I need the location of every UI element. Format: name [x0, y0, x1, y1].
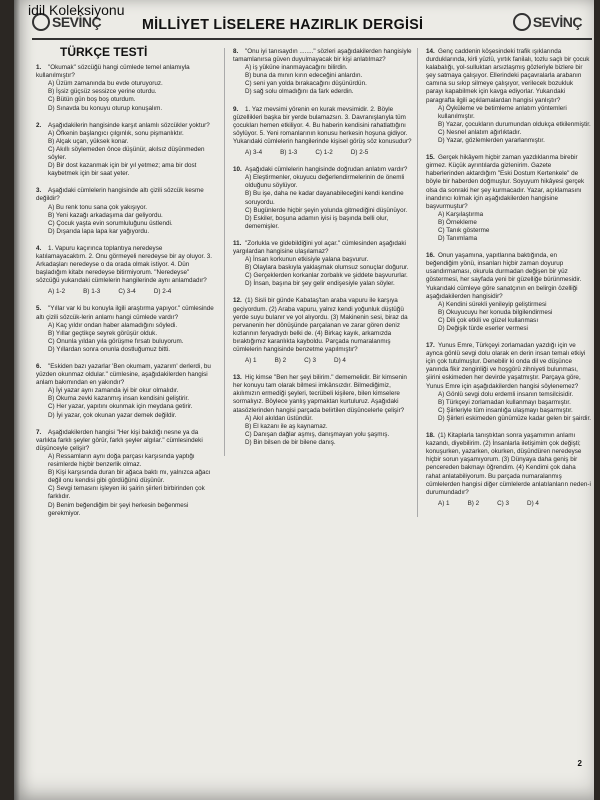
- answer-option: C) 3: [304, 357, 317, 365]
- answer-option: A) Kaç yıldır ondan haber alamadığını söyledi.: [48, 321, 178, 329]
- question-item: [36, 245, 214, 297]
- answer-option: D) 4: [334, 357, 346, 365]
- answer-option: C) seni yan yolda bırakacağını düşünürdün.: [245, 80, 367, 88]
- answer-option: A) 1-2: [48, 288, 66, 296]
- answer-option: A) Kendini sürekli yenileyip geliştirmesi: [438, 300, 547, 308]
- answer-option: C) Nesnel anlatım ağırlıktadır.: [438, 128, 522, 136]
- question-text: "Okumak" sözcüğü hangi cümlede temel anlamıyla kullanılmıştır?: [36, 64, 190, 80]
- question-number: 6.: [36, 363, 42, 370]
- answer-option: C) Bugünlerde hiçbir şeyin yolunda gitmediğini düşünüyor.: [245, 206, 408, 214]
- question-item: [36, 64, 214, 113]
- question-text: "Zorlukla ve gidebildiğini yol açar." cümlesinden aşağıdaki yargılardan hangisine ulaşılamaz?: [233, 239, 406, 255]
- question-text: Onun yaşamına, yapıtlarına baktığında, en beğendiğim yönü, insanları hiçbir zaman doyurup usandırmaması, okurula durmadan değişen bir yüz göstermesi, her sayfada yeni bir güzelliğe bürünmesidir. Yukarıdaki cümleye göre sanatçının en belirgin özelliği aşağıdakilerden hangisidir?: [426, 252, 582, 300]
- question-item: [36, 429, 214, 518]
- question-stem: [426, 252, 591, 301]
- answer-option: B) Okuma zevki kazanmış insan kendisini geliştirir.: [48, 395, 190, 403]
- question-text: "Eskiden bazı yazarlar 'Ben okumam, yazarım' derlerdi, bu yüzden okunmaz oldular." cümlesine, aşağıdakilerden hangisi anlam bakımından en yakındır?: [36, 363, 211, 387]
- answer-option: A) Öfkenin başlangıcı çılgınlık, sonu pişmanlıktır.: [48, 129, 184, 137]
- question-text: Gerçek hikâyem hiçbir zaman yazdıklarıma birebir girmez. Küçük ayrıntılarda gizlenirim. Gazete haberlerinden aktardığım "Eski Dostum Kertenkele" de böyle bir haberden doğmuştur. Soyuyum hikâyesi gerçek olsa da sonraki her şey kurmacadır. Yazar, açıklamasını inandırıcı kılmak için aşağıdakilerden hangisine başvurmuştur?: [426, 154, 585, 210]
- answer-option: C) Tanık gösterme: [438, 226, 490, 234]
- question-number: 17.: [426, 342, 435, 350]
- answer-option: A) İyi yazar aynı zamanda iyi bir okur olmalıdır.: [48, 387, 179, 395]
- question-stem: [36, 363, 214, 387]
- question-item: [233, 374, 413, 447]
- answer-option: D) Benim beğendiğim bir şeyi herkesin beğenmesi gerekmiyor.: [48, 501, 189, 517]
- question-number: 18.: [426, 432, 435, 440]
- answer-option: D) Eskiler, boşuna adamın iyisi iş başında belli olur, dememişler.: [245, 214, 389, 230]
- question-stem: [36, 64, 214, 80]
- question-stem: [233, 106, 413, 146]
- question-item: [426, 154, 591, 243]
- question-number: 16.: [426, 252, 435, 260]
- answer-option: B) 1-3: [83, 288, 101, 296]
- answer-option: A) Akıl akıldan üstündür.: [245, 414, 313, 422]
- brand-logo-right: [513, 14, 582, 32]
- question-stem: [426, 432, 591, 497]
- question-item: [36, 122, 214, 179]
- question-number: 13.: [233, 374, 242, 382]
- column-1: [36, 45, 214, 527]
- answer-option: D) Sınavda bu konuyu oturup konuşalım.: [48, 104, 163, 112]
- question-stem: [36, 122, 214, 130]
- question-number: 10.: [233, 166, 242, 174]
- question-text: 1. Vapuru kaçırınca toplantıya neredeyse katılamayacaktım. 2. Onu görmeyeli neredeyse bir ay oluyor. 3. Arkadaşları neredeyse o da orada olmak istiyor. 4. Dün başladığım kitabı neredeyse bitirmiyorum. "Neredeyse" sözcüğü yukarıdaki cümlelerin hangilerinde aynı anlamdadır?: [36, 244, 213, 285]
- question-stem: [36, 305, 214, 321]
- question-stem: [233, 48, 413, 64]
- question-stem: [426, 48, 591, 105]
- answer-option: B) Okuyucuyu her konuda bilgilendirmesi: [438, 308, 553, 316]
- question-number: 1.: [36, 64, 42, 72]
- question-stem: [426, 154, 591, 211]
- answer-option: D) Şiirleri eskimeden günümüze kadar gelen bir şairdir.: [438, 414, 591, 422]
- magazine-title: MİLLİYET LİSELERE HAZIRLIK DERGİSİ: [142, 16, 424, 33]
- question-text: 1. Yaz mevsimi yörenin en kurak mevsimidir. 2. Böyle güzellikleri başka bir yerde bulamazsın. 3. Davranışlarıyla tüm çocukları hemen etkiliyor. 4. Bu haberin kendisini rahatlattığını söylüyor. 5. Yeni romanlarının konusu herkesin hoşuna gidiyor. Yukarıdaki cümlelerin hangilerinde kişisel görüş söz konusudur?: [233, 105, 412, 145]
- question-text: Aşağıdaki cümlelerin hangisinde altı çizili sözcük kesme değildir?: [36, 187, 204, 203]
- question-number: 7.: [36, 428, 42, 436]
- answer-options-row: [245, 357, 413, 365]
- answer-option: C) 3-4: [118, 288, 136, 296]
- answer-option: A) Bu renk tonu sana çok yakışıyor.: [48, 203, 148, 211]
- answer-option: B) Örnekleme: [438, 218, 477, 226]
- page-fold-shadow: [14, 0, 20, 800]
- question-number: 11.: [233, 239, 242, 247]
- question-item: [233, 48, 413, 97]
- question-number: 5.: [36, 305, 42, 313]
- question-number: 2.: [36, 121, 42, 129]
- question-item: [426, 48, 591, 145]
- answer-option: A) Karşılaştırma: [438, 210, 484, 218]
- question-stem: [36, 429, 214, 453]
- answer-option: D) 2-4: [153, 288, 172, 296]
- question-item: [233, 106, 413, 158]
- question-stem: [233, 297, 413, 354]
- question-item: [426, 342, 591, 423]
- answer-option: C) 3: [497, 499, 510, 507]
- question-item: [233, 166, 413, 231]
- answer-option: A) Gönlü sevgi dolu erdemli insanın temsilcisidir.: [438, 390, 574, 398]
- answer-option: B) 2: [467, 499, 480, 507]
- answer-option: A) 1: [245, 357, 257, 365]
- question-number: 12.: [233, 297, 242, 305]
- column-3: [417, 48, 591, 517]
- question-item: [36, 305, 214, 354]
- brand-name: SEVİNÇ: [532, 14, 582, 30]
- question-item: [233, 297, 413, 365]
- answer-option: B) Olaylara baskıyla yaklaşmak olumsuz sonuçlar doğurur.: [245, 264, 409, 272]
- question-item: [426, 252, 591, 333]
- answer-option: C) Dili çok etkili ve güzel kullanması: [438, 316, 539, 324]
- answer-option: A) Eleştirmenler, okuyucu değerlendirmelerinin de önemli olduğunu söylüyor.: [245, 174, 405, 190]
- answer-option: D) İnsan, başına bir şey gelir endişesiyle yalan söyler.: [245, 280, 395, 288]
- answer-options-row: [245, 149, 413, 157]
- question-item: [36, 363, 214, 420]
- answer-option: C) Onunla yıldan yıla görüşme fırsatı buluyorum.: [48, 337, 184, 345]
- brand-mark-icon: [513, 13, 531, 31]
- answer-option: C) Danışan dağlar aşmış, danışmayan yolu şaşmış.: [245, 430, 390, 438]
- answer-option: D) sağ solu olmadığını da fark ederdin.: [245, 88, 354, 96]
- question-stem: [233, 166, 413, 174]
- answer-option: C) Her yazar, yapıtını okunmak için meydana getirir.: [48, 403, 193, 411]
- answer-option: D) Yıllardan sonra onunla dostluğumuz bitti.: [48, 345, 171, 353]
- question-stem: [233, 240, 413, 256]
- column-2: [224, 48, 413, 456]
- answer-option: A) Ressamların aynı doğa parçası karşısında yaptığı resimlerde hiçbir benzerlik olmaz.: [48, 452, 195, 469]
- answer-option: A) İnsan korkunun etkisiyle yalana başvurur.: [245, 256, 369, 264]
- answer-option: D) 2-5: [350, 149, 369, 157]
- answer-option: B) Yazar, çocukların durumundan oldukça etkilenmiştir.: [438, 120, 591, 128]
- answer-option: C) 1-2: [315, 149, 333, 157]
- question-text: Hiç kimse "Ben her şeyi bilirim." dememelidir. Bir kimsenin her konuyu tam olarak bilmesi imkânsızdır. Bilmediğimiz, akılımızın ermediği şeyleri, tecrübeli kişilere, bilen kimselere sormalıyız. Böylece yanlış yapmaktan kurtuluruz. Aşağıdaki atasözlerinden hangisi parçada belirtilen düşüncelerle çelişir?: [233, 374, 407, 414]
- question-stem: [233, 374, 413, 414]
- question-number: 8.: [233, 48, 239, 55]
- answer-option: C) Akıllı söylemeden önce düşünür, akılsız düşünmeden söyler.: [48, 145, 205, 162]
- answer-option: D) 4: [527, 499, 539, 507]
- answer-option: B) İşsiz güçsüz sessizce yerine oturdu.: [48, 88, 157, 96]
- answer-option: B) Alçak uçan, yüksek konar.: [48, 137, 129, 145]
- answer-option: A) iş yüküne inanmayacağını bilirdin.: [245, 64, 348, 72]
- question-text: Genç caddenin köşesindeki trafik ışıklarında durduklarında, kirli yüzlü, yırtık fanilalı, tozlu saçlı bir çocuk kalabalığı, yol-sulluktan arsızlaşmış gözleriyle bizlere bir şey satmaya çalışıyor. Ellerindeki paçavralarla arabanın camına su sıkıp silmeye çalışıyor, verilecek bozukluk parayı kapabilmek için kavga ediyorlar. Yukarıdaki paragrafta ilgili açıklamalardan hangisi yanlıştır?: [426, 48, 590, 104]
- answer-options-row: [48, 288, 214, 296]
- answer-option: C) Sevgi temasını işleyen iki şairin şiirleri birbirinden çok farklıdır.: [48, 485, 205, 501]
- answer-option: B) El kazanı ile aş kaynamaz.: [245, 422, 328, 430]
- question-number: 15.: [426, 154, 435, 162]
- answer-option: C) Çocuk yaşta evin sorumluluğunu üstlendi.: [48, 219, 173, 227]
- answer-option: B) buna da mının kırın edeceğini anlardın.: [245, 72, 363, 80]
- answer-option: B) Türkçeyi zorlamadan kullanmayı başarmıştır.: [438, 398, 571, 406]
- question-stem: [36, 245, 214, 285]
- question-text: "Yıllar var ki bu konuyla ilgili araştırma yapıyor." cümlesinde altı çizili sözcük-lerin anlamı hangi cümlede vardır?: [36, 305, 214, 321]
- answer-option: A) 1: [438, 499, 450, 507]
- page-number: 2: [577, 759, 582, 768]
- question-number: 3.: [36, 187, 42, 195]
- answer-option: B) 1-3: [280, 149, 298, 157]
- question-number: 4.: [36, 244, 42, 252]
- question-text: (1) Sisli bir günde Kabataş'tan araba vapuru ile karşıya geçiyordum. (2) Araba vapuru, yalnız kendi yoğunluk düştüğü yerde suyu bulanır ve yol alıyordu. (3) Makinenin sesi, biraz da pervanenin her dönüşünde parçalanan ve zarar gören deniz kızlarının feryadıydı belki de. (4) Birkaç kayık, arkamızda bıraktığımız karanlıkta kayboldu. Parçada numaralanmış cümlelerin hangisinde benzetme yapılmıştır?: [233, 297, 408, 353]
- question-text: "Onu iyi tanısaydın ........" sözleri aşağıdakilerden hangisiyle tamamlanırsa güven duyulmayacak bir kişi anlatılmaz?: [233, 48, 412, 64]
- answer-option: D) Dışarıda lapa lapa kar yağıyordu.: [48, 227, 150, 235]
- section-title: TÜRKÇE TESTİ: [60, 45, 148, 59]
- answer-option: D) İyi yazar, çok okunan yazar demek değildir.: [48, 411, 177, 419]
- answer-option: A) Üzüm zamanında bu evde oturuyoruz.: [48, 80, 163, 88]
- answer-option: D) Değişik türde eserler vermesi: [438, 325, 528, 332]
- answer-option: C) Şiirleriyle tüm insanlığa ulaşmayı başarmıştır.: [438, 406, 573, 414]
- answer-option: D) Bir dost kazanmak için bir yıl yetmez; ama bir dost kaybetmek için bir saat yeter.: [48, 162, 197, 178]
- question-item: [426, 432, 591, 508]
- question-text: Aşağıdakilerden hangisi "Her kişi bakdığı nesne ya da varlıkta farklı şeyler görür, farklı şeyler algılar." cümlesindeki düşünceyle çelişir?: [36, 428, 203, 452]
- question-number: 9.: [233, 105, 239, 113]
- answer-option: D) Yazar, gözlemlerden yararlanmıştır.: [438, 137, 545, 145]
- question-text: Yunus Emre, Türkçeyi zorlamadan yazdığı için ve aynca gönlü sevgi dolu olarak en derin insan temalı etkiyi için çok tutulmuştur. Denebilir ki onda dil ve düşünce yanında fikir zenginliği ve hoşgörü zihniyeti bulunması, şiirini eskimeden her devirde yaşatmıştır. Parçaya göre, Yunus Emre için aşağıdakilerden hangisi söylenemez?: [426, 342, 586, 390]
- answer-option: B) Kişi karşısında duran bir ağaca baktı mı, yalnızca ağacı değil onu kendisi gibi gördüğünü düşünür.: [48, 469, 211, 485]
- question-item: [233, 240, 413, 289]
- answer-option: A) 3-4: [245, 149, 263, 157]
- question-stem: [426, 342, 591, 391]
- answer-options-row: [438, 500, 591, 508]
- question-stem: [36, 187, 214, 203]
- answer-option: C) Bütün gün boş boş oturdum.: [48, 96, 136, 104]
- answer-option: A) Öyküleme ve betimleme anlatım yöntemleri kullanılmıştır.: [438, 104, 567, 120]
- answer-option: B) Bu işe, daha ne kadar dayanabileceğini kendi kendine soruyordu.: [245, 190, 404, 206]
- question-text: Aşağıdaki cümlelerin hangisinde doğrudan anlatım vardır?: [245, 166, 408, 174]
- answer-option: B) 2: [274, 357, 287, 365]
- question-number: 14.: [426, 48, 435, 55]
- question-text: (1) Kitaplarla tanıştıktan sonra yaşamımın anlamı kazandı, diyebilirim. (2) İnsanlarla iletişimim çok değişti; konuşurken, yazarken, okurken, düşündüren neredeyse hiçbir sorun yaşamıyorum. (3) Dünyaya daha geniş bir pencereden bakmayı öğrendim. (4) Kendimi çok daha rahat anlatabiliyorum. Bu parçada numaralanmış cümlelerden hangisi diğer cümlelerde anlatılanların neden-i durumundadır?: [426, 432, 591, 496]
- watermark-text: idil Koleksiyonu: [28, 2, 125, 18]
- answer-option: D) Bin bilsen de bir bilene danış.: [245, 438, 336, 446]
- answer-option: B) Yeni kazağı arkadaşıma dar geliyordu.: [48, 211, 163, 219]
- exam-page: [14, 0, 594, 800]
- answer-option: B) Yıllar geçtikçe seyrek görüşür olduk.: [48, 329, 158, 337]
- question-text: Aşağıdakilerin hangisinde karşıt anlamlı sözcükler yoktur?: [48, 121, 210, 129]
- brand-name: SEVİNÇ: [52, 14, 102, 30]
- answer-option: C) Gerçeklerden korkanlar zorbalık ve şiddete başvururlar.: [245, 272, 408, 280]
- question-item: [36, 187, 214, 236]
- answer-option: D) Tanımlama: [438, 235, 478, 243]
